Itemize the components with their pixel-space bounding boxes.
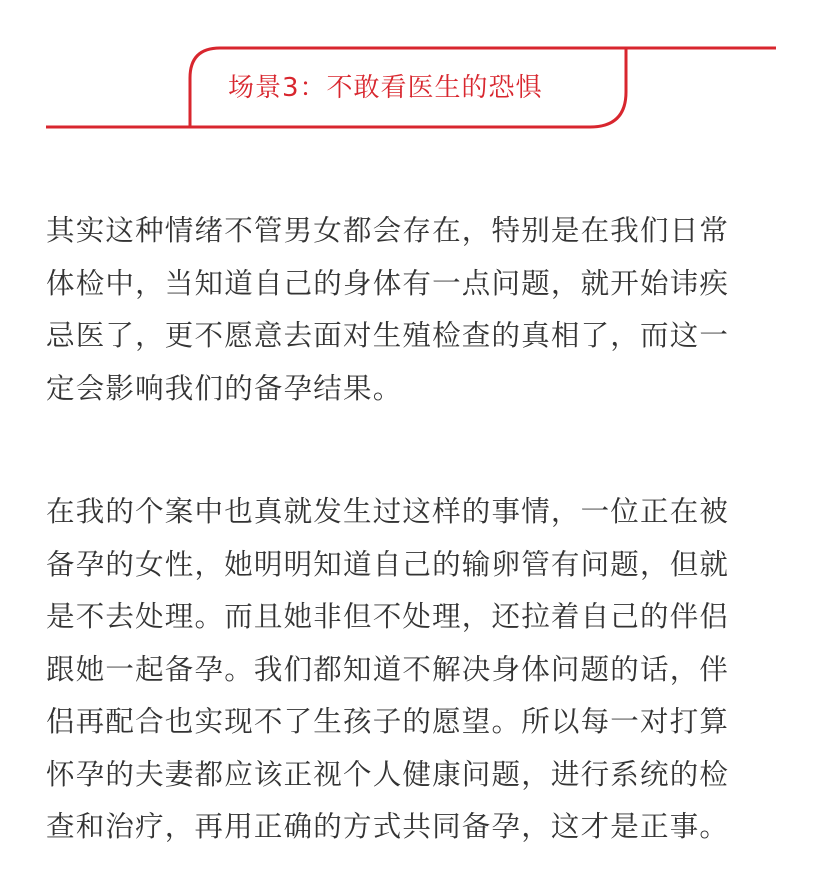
paragraph-line: 在我的个案中也真就发生过这样的事情，一位正在被 [46, 495, 730, 528]
paragraph-1 [46, 205, 786, 415]
paragraph-line: 其实这种情绪不管男女都会存在，特别是在我们日常 [46, 214, 730, 247]
article-body [46, 205, 786, 854]
paragraph-line: 怀孕的夫妻都应该正视个人健康问题，进行系统的检 [46, 757, 730, 791]
page-title: 场景3：不敢看医生的恐惧 [228, 73, 543, 103]
paragraph-line: 忌医了，更不愿意去面对生殖检查的真相了，而这一 [46, 319, 730, 352]
paragraph-line: 备孕的女性，她明明知道自己的输卵管有问题，但就 [46, 547, 730, 581]
paragraph-line: 侣再配合也实现不了生孩子的愿望。所以每一对打算 [46, 705, 730, 738]
paragraph-line: 查和治疗，再用正确的方式共同备孕，这才是正事。 [46, 810, 730, 843]
paragraph-line: 体检中，当知道自己的身体有一点问题，就开始讳疾 [46, 266, 730, 300]
paragraph-line: 是不去处理。而且她非但不处理，还拉着自己的伴侣 [46, 600, 730, 633]
paragraph-line: 定会影响我们的备孕结果。 [46, 371, 403, 405]
paragraph-2 [46, 486, 786, 854]
paragraph-line: 跟她一起备孕。我们都知道不解决身体问题的话，伴 [46, 652, 730, 686]
